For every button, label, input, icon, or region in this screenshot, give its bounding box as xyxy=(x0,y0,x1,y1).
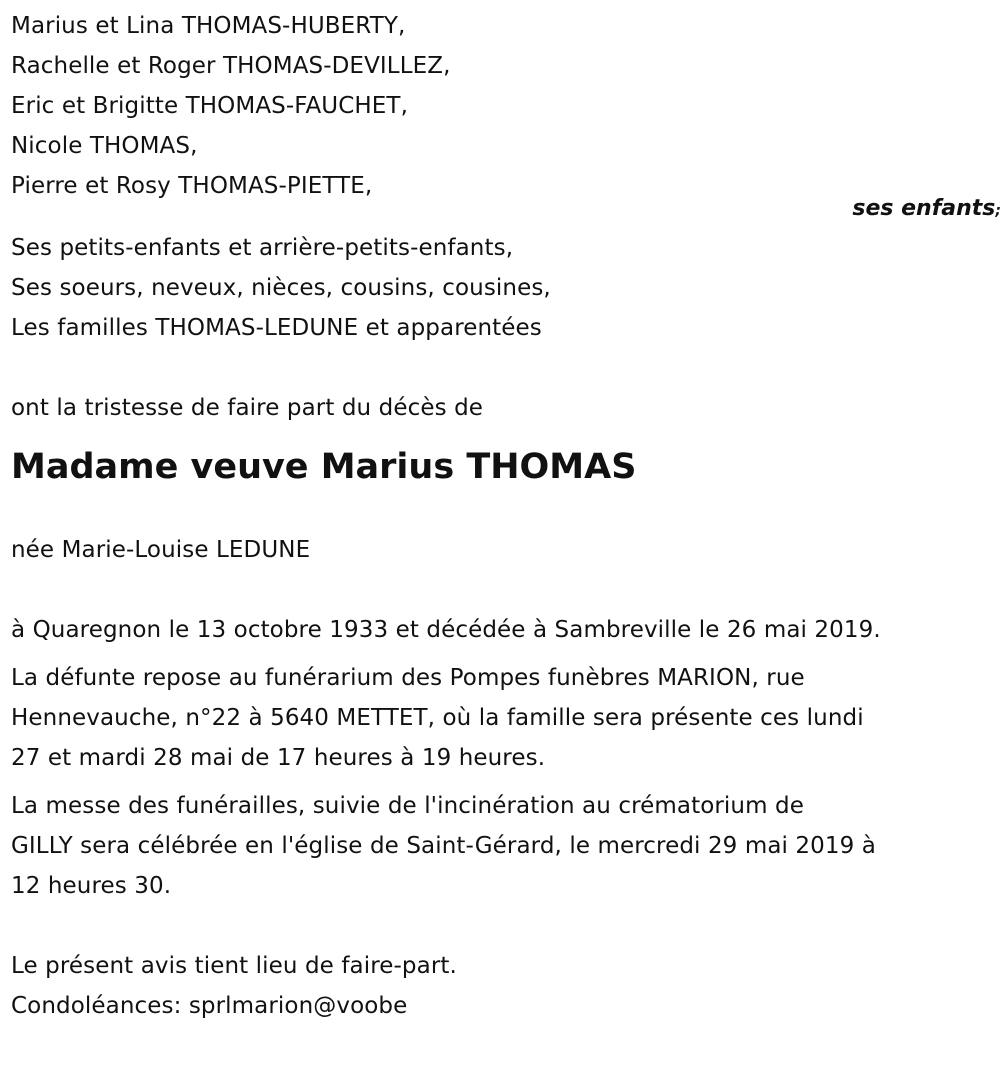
relatives-block xyxy=(11,228,991,348)
relatives-line-1: Ses petits-enfants et arrière-petits-enfants, xyxy=(11,235,514,261)
repose-line-2: Hennevauche, n°22 à 5640 METTET, où la famille sera présente ces lundi xyxy=(11,705,864,731)
spacer xyxy=(11,906,991,946)
spacer xyxy=(11,490,991,530)
child-line-3: Eric et Brigitte THOMAS-FAUCHET, xyxy=(11,93,408,119)
condolences-text: Condoléances: sprlmarion@voobe xyxy=(11,993,408,1019)
deceased-name: Madame veuve Marius THOMAS xyxy=(11,447,637,487)
child-line-5: Pierre et Rosy THOMAS-PIETTE, xyxy=(11,173,373,199)
repose-line-3: 27 et mardi 28 mai de 17 heures à 19 heures. xyxy=(11,745,546,771)
relatives-line-2: Ses soeurs, neveux, nièces, cousins, cousines, xyxy=(11,275,551,301)
spacer xyxy=(11,348,991,388)
notice-text: Le présent avis tient lieu de faire-part. xyxy=(11,953,457,979)
spacer xyxy=(11,650,991,658)
children-role-label xyxy=(852,196,1001,221)
announcement-text: ont la tristesse de faire part du décès de xyxy=(11,395,484,421)
spacer xyxy=(11,570,991,610)
obituary-notice xyxy=(11,6,1001,1026)
funeral-line-2: GILLY sera célébrée en l'église de Saint-Gérard, le mercredi 29 mai 2019 à xyxy=(11,833,876,859)
funeral-line-3: 12 heures 30. xyxy=(11,873,172,899)
child-line-1: Marius et Lina THOMAS-HUBERTY, xyxy=(11,13,406,39)
child-line-4: Nicole THOMAS, xyxy=(11,133,198,159)
repose-line-1: La défunte repose au funérarium des Pompes funèbres MARION, rue xyxy=(11,665,805,691)
children-role-text: ses enfants xyxy=(852,196,996,221)
funeral-paragraph xyxy=(11,786,991,906)
children-role-punct: ; xyxy=(995,203,1001,219)
life-dates: à Quaregnon le 13 octobre 1933 et décédée à Sambreville le 26 mai 2019. xyxy=(11,617,881,643)
child-line-2: Rachelle et Roger THOMAS-DEVILLEZ, xyxy=(11,53,451,79)
funeral-line-1: La messe des funérailles, suivie de l'incinération au crématorium de xyxy=(11,793,804,819)
spacer xyxy=(11,778,991,786)
relatives-line-3: Les familles THOMAS-LEDUNE et apparentées xyxy=(11,315,542,341)
children-block xyxy=(11,6,1001,221)
birth-name: née Marie-Louise LEDUNE xyxy=(11,537,311,563)
spacer xyxy=(11,206,991,228)
repose-paragraph xyxy=(11,658,991,778)
